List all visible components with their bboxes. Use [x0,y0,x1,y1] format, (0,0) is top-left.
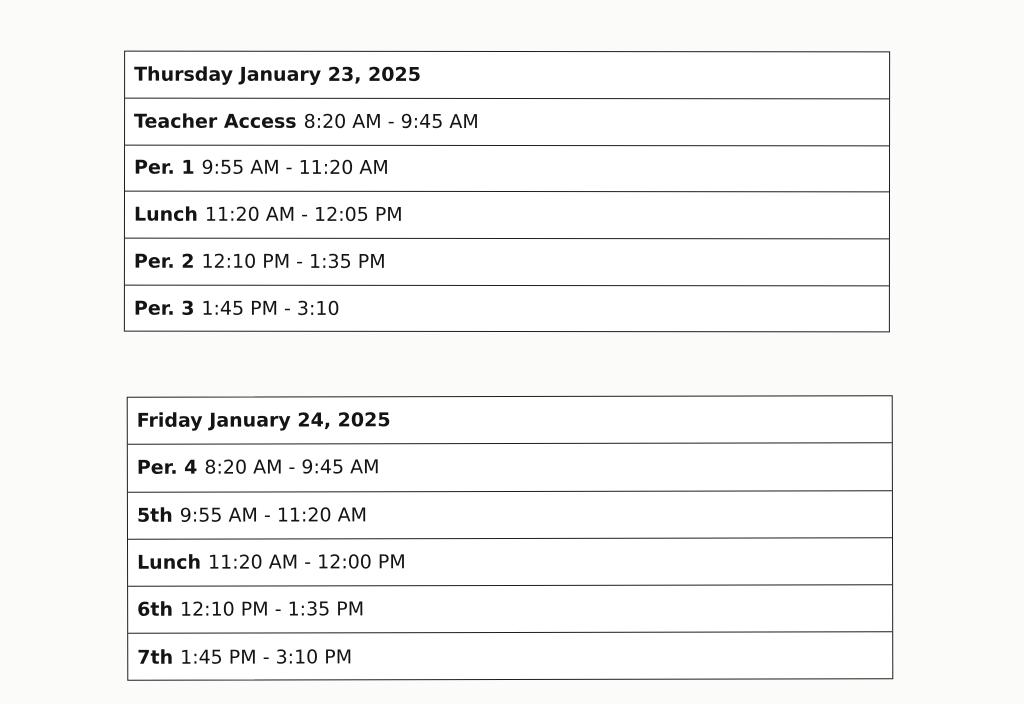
period-row [128,633,892,682]
period-time: 9:55 AM - 11:20 AM [179,504,368,527]
schedule-table-thursday [124,51,890,333]
period-time: 8:20 AM - 9:45 AM [303,110,479,133]
schedule-date-header [125,52,889,99]
period-time: 1:45 PM - 3:10 PM [180,646,353,669]
period-row [125,98,889,145]
period-label: Lunch [133,203,198,227]
period-time: 8:20 AM - 9:45 AM [204,456,380,480]
period-time: 12:10 PM - 1:35 PM [201,250,386,273]
period-time: 12:10 PM - 1:35 PM [179,598,365,622]
period-label: 5th [136,504,173,527]
period-time: 9:55 AM - 11:20 AM [201,157,389,180]
period-time: 1:45 PM - 3:10 [201,298,340,321]
period-row [128,491,892,540]
schedule-table-friday [127,395,894,681]
period-time: 11:20 AM - 12:00 PM [207,551,406,574]
date-text: Thursday January 23, 2025 [134,63,421,86]
schedule-date-header [128,396,892,445]
period-row [128,443,892,492]
period-row [125,192,889,239]
period-label: 7th [137,646,174,669]
period-label: Teacher Access [134,110,297,133]
period-label: Per. 1 [134,157,195,180]
period-row [125,145,889,192]
date-text: Friday January 24, 2025 [136,409,391,432]
period-time: 11:20 AM - 12:05 PM [204,204,403,227]
period-row [125,286,889,333]
period-row [125,239,889,286]
period-label: Per. 3 [133,298,195,321]
period-row [128,585,892,634]
period-row [128,538,892,587]
period-label: Per. 4 [136,457,198,480]
period-label: Lunch [137,551,202,574]
period-label: 6th [137,599,174,622]
period-label: Per. 2 [133,250,195,273]
